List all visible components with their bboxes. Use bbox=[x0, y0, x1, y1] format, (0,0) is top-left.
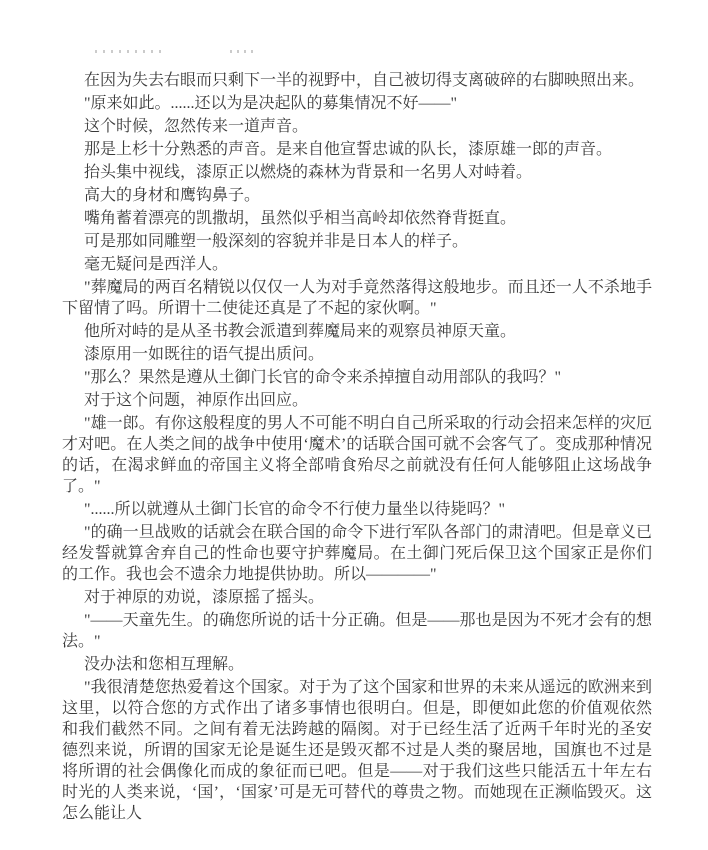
paragraph: 嘴角蓄着漂亮的凯撒胡，虽然似乎相当高岭却依然脊背挺直。 bbox=[84, 210, 517, 227]
paragraph: 漆原用一如既往的语气提出质问。 bbox=[84, 346, 325, 363]
paragraph: "的确一旦战败的话就会在联合国的命令下进行军队各部门的肃清吧。但是章义已经发誓就算舍弃自己的性命也要守护葬魔局。在土御门死后保卫这个国家正是你们的工作。我也会不遗余力地提供协助。所以————" bbox=[62, 524, 652, 583]
paragraph: "我很清楚您热爱着这个国家。对于为了这个国家和世界的未来从遥远的欧洲来到这里，以符合您的方式作出了诸多事情也很明白。但是，即便如此您的价值观依然和我们截然不同。之间有着无法跨越的隔阂。对于已经生活了近两千年时光的圣安德烈来说，所谓的国家无论是诞生还是毁灭都不过是人类的聚居地，国旗也不过是将所谓的社会偶像化而成的象征而已吧。但是——对于我们这些只能活五十年左右时光的人类来说，‘国’，‘国家’可是无可替代的尊贵之物。而她现在正濒临毁灭。这怎么能让人 bbox=[62, 679, 652, 822]
paragraph: 他所对峙的是从圣书教会派遣到葬魔局来的观察员神原天童。 bbox=[84, 323, 517, 340]
clipped-text-marks bbox=[230, 50, 256, 53]
paragraph: "雄一郎。有你这般程度的男人不可能不明白自己所采取的行动会招来怎样的灾厄才对吧。在人类之间的战争中使用‘魔术’的话联合国可就不会客气了。变成那种情况的话，在渴求鲜血的帝国主义将全部啃食殆尽之前就没有任何人能够阻止这场战争了。" bbox=[62, 415, 652, 495]
clipped-text-marks bbox=[95, 50, 167, 53]
paragraph: 这个时候，忽然传来一道声音。 bbox=[84, 118, 309, 135]
paragraph: 在因为失去右眼而只剩下一半的视野中，自己被切得支离破碎的右脚映照出来。 bbox=[84, 72, 645, 89]
paragraph: 高大的身材和鹰钩鼻子。 bbox=[84, 187, 261, 204]
paragraph: 抬头集中视线，漆原正以燃烧的森林为背景和一名男人对峙着。 bbox=[84, 164, 533, 181]
paragraph: "......所以就遵从土御门长官的命令不行使力量坐以待毙吗？" bbox=[84, 501, 506, 518]
paragraph: "原来如此。......还以为是决起队的募集情况不好——" bbox=[84, 95, 458, 112]
paragraph: "那么？果然是遵从土御门长官的命令来杀掉擅自动用部队的我吗？" bbox=[84, 369, 562, 386]
paragraph: "葬魔局的两百名精锐以仅仅一人为对手竟然落得这般地步。而且还一人不杀地手下留情了吗。所谓十二使徒还真是了不起的家伙啊。" bbox=[62, 279, 652, 317]
paragraph: 那是上杉十分熟悉的声音。是来自他宣誓忠诚的队长，漆原雄一郎的声音。 bbox=[84, 141, 613, 158]
paragraph: 没办法和您相互理解。 bbox=[84, 656, 245, 673]
paragraph: 对于这个问题，神原作出回应。 bbox=[84, 392, 309, 409]
paragraph: 毫无疑问是西洋人。 bbox=[84, 256, 229, 273]
paragraph: "——天童先生。的确您所说的话十分正确。但是——那也是因为不死才会有的想法。" bbox=[62, 612, 652, 650]
novel-text-block bbox=[62, 70, 652, 826]
clipped-text-remnant bbox=[95, 49, 265, 54]
paragraph: 可是那如同雕塑一般深刻的容貌并非是日本人的样子。 bbox=[84, 233, 469, 250]
paragraph: 对于神原的劝说，漆原摇了摇头。 bbox=[84, 589, 325, 606]
